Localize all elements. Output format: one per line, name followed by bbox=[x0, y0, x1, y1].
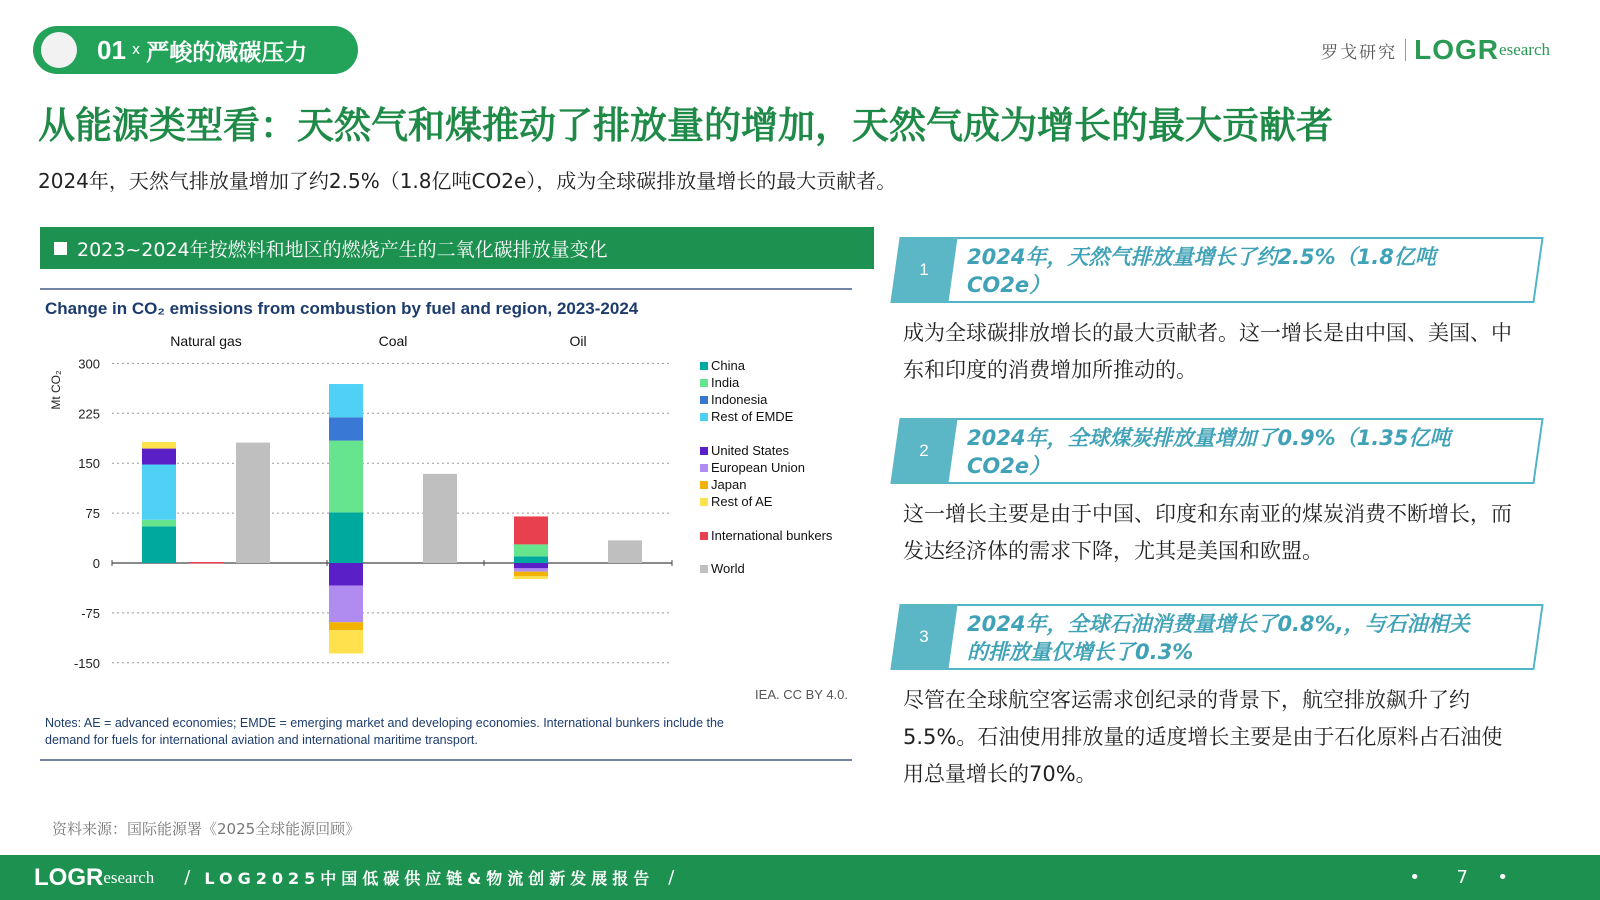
legend-swatch bbox=[700, 481, 708, 489]
chart-notes: Notes: AE = advanced economies; EMDE = emerging market and developing economies. International bunkers include the bbox=[45, 716, 724, 730]
footer-report-title: LOG2025中国低碳供应链&物流创新发展报告 bbox=[204, 869, 655, 888]
bar-segment bbox=[329, 512, 363, 563]
bar-segment bbox=[329, 384, 363, 417]
footer bbox=[0, 855, 1600, 900]
bar-segment bbox=[329, 586, 363, 623]
section-number: 01 bbox=[97, 34, 126, 65]
footer-slash: / bbox=[668, 867, 675, 888]
card-title: 2024年，全球煤炭排放量增加了0.9%（1.35亿吨CO2e） bbox=[967, 426, 1451, 478]
page-number: 7 bbox=[1456, 867, 1468, 888]
bar-segment bbox=[514, 556, 548, 563]
legend-label: World bbox=[711, 561, 745, 576]
bar-segment bbox=[514, 576, 548, 579]
chart-title: Change in CO₂ emissions from combustion by fuel and region, 2023-2024 bbox=[45, 299, 639, 318]
chart-credit: IEA. CC BY 4.0. bbox=[755, 687, 848, 702]
legend-swatch bbox=[700, 396, 708, 404]
logo-brand: LOGR bbox=[1414, 34, 1500, 65]
logo-cn: 罗戈研究 bbox=[1321, 42, 1398, 63]
y-tick-label: -75 bbox=[81, 605, 100, 621]
y-tick-label: 75 bbox=[85, 506, 100, 522]
card-title: 2024年，全球石油消费量增长了0.8%,，与石油相关的排放量仅增长了0.3% bbox=[967, 612, 1470, 664]
bar-segment bbox=[142, 526, 176, 563]
legend-label: Rest of EMDE bbox=[711, 409, 794, 424]
legend-swatch bbox=[700, 532, 708, 540]
bar-segment bbox=[514, 544, 548, 556]
bar-segment bbox=[142, 465, 176, 520]
legend-swatch bbox=[700, 498, 708, 506]
legend-swatch bbox=[700, 379, 708, 387]
page-title: 从能源类型看：天然气和煤推动了排放量的增加，天然气成为增长的最大贡献者 bbox=[38, 104, 1333, 147]
bar-segment bbox=[514, 563, 548, 568]
legend-label: India bbox=[711, 375, 740, 390]
card-title: 2024年，天然气排放量增长了约2.5%（1.8亿吨CO2e） bbox=[967, 245, 1436, 297]
legend-label: Indonesia bbox=[711, 392, 768, 407]
bar-world bbox=[608, 540, 642, 563]
y-tick-label: 0 bbox=[92, 556, 100, 571]
legend-label: China bbox=[711, 358, 745, 373]
top-logo bbox=[1321, 34, 1550, 66]
legend-label: Japan bbox=[711, 477, 747, 492]
chart-header bbox=[40, 227, 874, 269]
legend-swatch bbox=[700, 447, 708, 455]
legend-swatch bbox=[700, 464, 708, 472]
legend-label: International bunkers bbox=[711, 528, 833, 543]
footer-slash: / bbox=[184, 867, 191, 888]
legend-label: Rest of AE bbox=[711, 494, 773, 509]
section-pill bbox=[33, 26, 358, 74]
page-subtitle: 2024年，天然气排放量增加了约2.5%（1.8亿吨CO2e），成为全球碳排放量增长的最大贡献者。 bbox=[38, 169, 897, 193]
legend-swatch bbox=[700, 362, 708, 370]
section-title: 严峻的减碳压力 bbox=[146, 39, 308, 66]
y-tick-label: 150 bbox=[78, 456, 100, 472]
footer-brand-sub: esearch bbox=[103, 867, 155, 887]
legend-label: United States bbox=[711, 443, 790, 458]
group-label: Coal bbox=[378, 333, 408, 349]
card-number: 1 bbox=[919, 260, 929, 279]
bar-world bbox=[236, 443, 270, 563]
footer-dot: • bbox=[1409, 867, 1420, 888]
bar-segment bbox=[329, 622, 363, 630]
section-sep: x bbox=[131, 42, 141, 58]
card-body: 这一增长主要是由于中国、印度和东南亚的煤炭消费不断增长，而发达经济体的需求下降，尤其是美国和欧盟。 bbox=[903, 502, 1512, 563]
bar-segment bbox=[329, 441, 363, 513]
bar-segment bbox=[514, 572, 548, 577]
logo-brand-sub: esearch bbox=[1499, 40, 1550, 59]
legend-swatch bbox=[700, 413, 708, 421]
card-number: 2 bbox=[919, 441, 929, 460]
card-number: 3 bbox=[919, 627, 929, 646]
emissions-chart bbox=[40, 272, 874, 788]
legend-swatch bbox=[700, 565, 708, 573]
bar-segment bbox=[514, 516, 548, 544]
bar-segment bbox=[142, 520, 176, 527]
bar-segment bbox=[329, 417, 363, 440]
y-tick-label: 300 bbox=[78, 356, 100, 372]
bar-segment bbox=[142, 449, 176, 465]
bar-segment bbox=[329, 563, 363, 586]
y-tick-label: 225 bbox=[78, 406, 100, 422]
logo-divider bbox=[1405, 39, 1406, 61]
chart-header-text: 2023~2024年按燃料和地区的燃烧产生的二氧化碳排放量变化 bbox=[77, 238, 608, 261]
pill-dot bbox=[41, 32, 77, 68]
bar-segment bbox=[514, 568, 548, 571]
footer-dot: • bbox=[1497, 867, 1508, 888]
legend-label: European Union bbox=[711, 460, 805, 475]
card-body: 尽管在全球航空客运需求创纪录的背景下，航空排放飙升了约5.5%。石油使用排放量的适度增长主要是由于石化原料占石油使用总量增长的70%。 bbox=[903, 688, 1503, 786]
bar-world bbox=[423, 474, 457, 563]
chart-container bbox=[40, 272, 874, 788]
bar-segment bbox=[142, 442, 176, 449]
source-note: 资料来源：国际能源署《2025全球能源回顾》 bbox=[52, 820, 361, 838]
chart-notes: demand for fuels for international aviation and international maritime transport. bbox=[45, 733, 478, 747]
bar-segment bbox=[329, 630, 363, 653]
footer-brand: LOGR bbox=[34, 863, 104, 891]
y-tick-label: -150 bbox=[73, 655, 100, 671]
y-axis-label: Mt CO₂ bbox=[49, 370, 63, 410]
group-label: Natural gas bbox=[170, 333, 242, 349]
bar-segment bbox=[189, 562, 223, 564]
card-body: 成为全球碳排放增长的最大贡献者。这一增长是由中国、美国、中东和印度的消费增加所推动的。 bbox=[903, 321, 1512, 382]
square-icon bbox=[54, 242, 67, 255]
group-label: Oil bbox=[569, 333, 587, 349]
